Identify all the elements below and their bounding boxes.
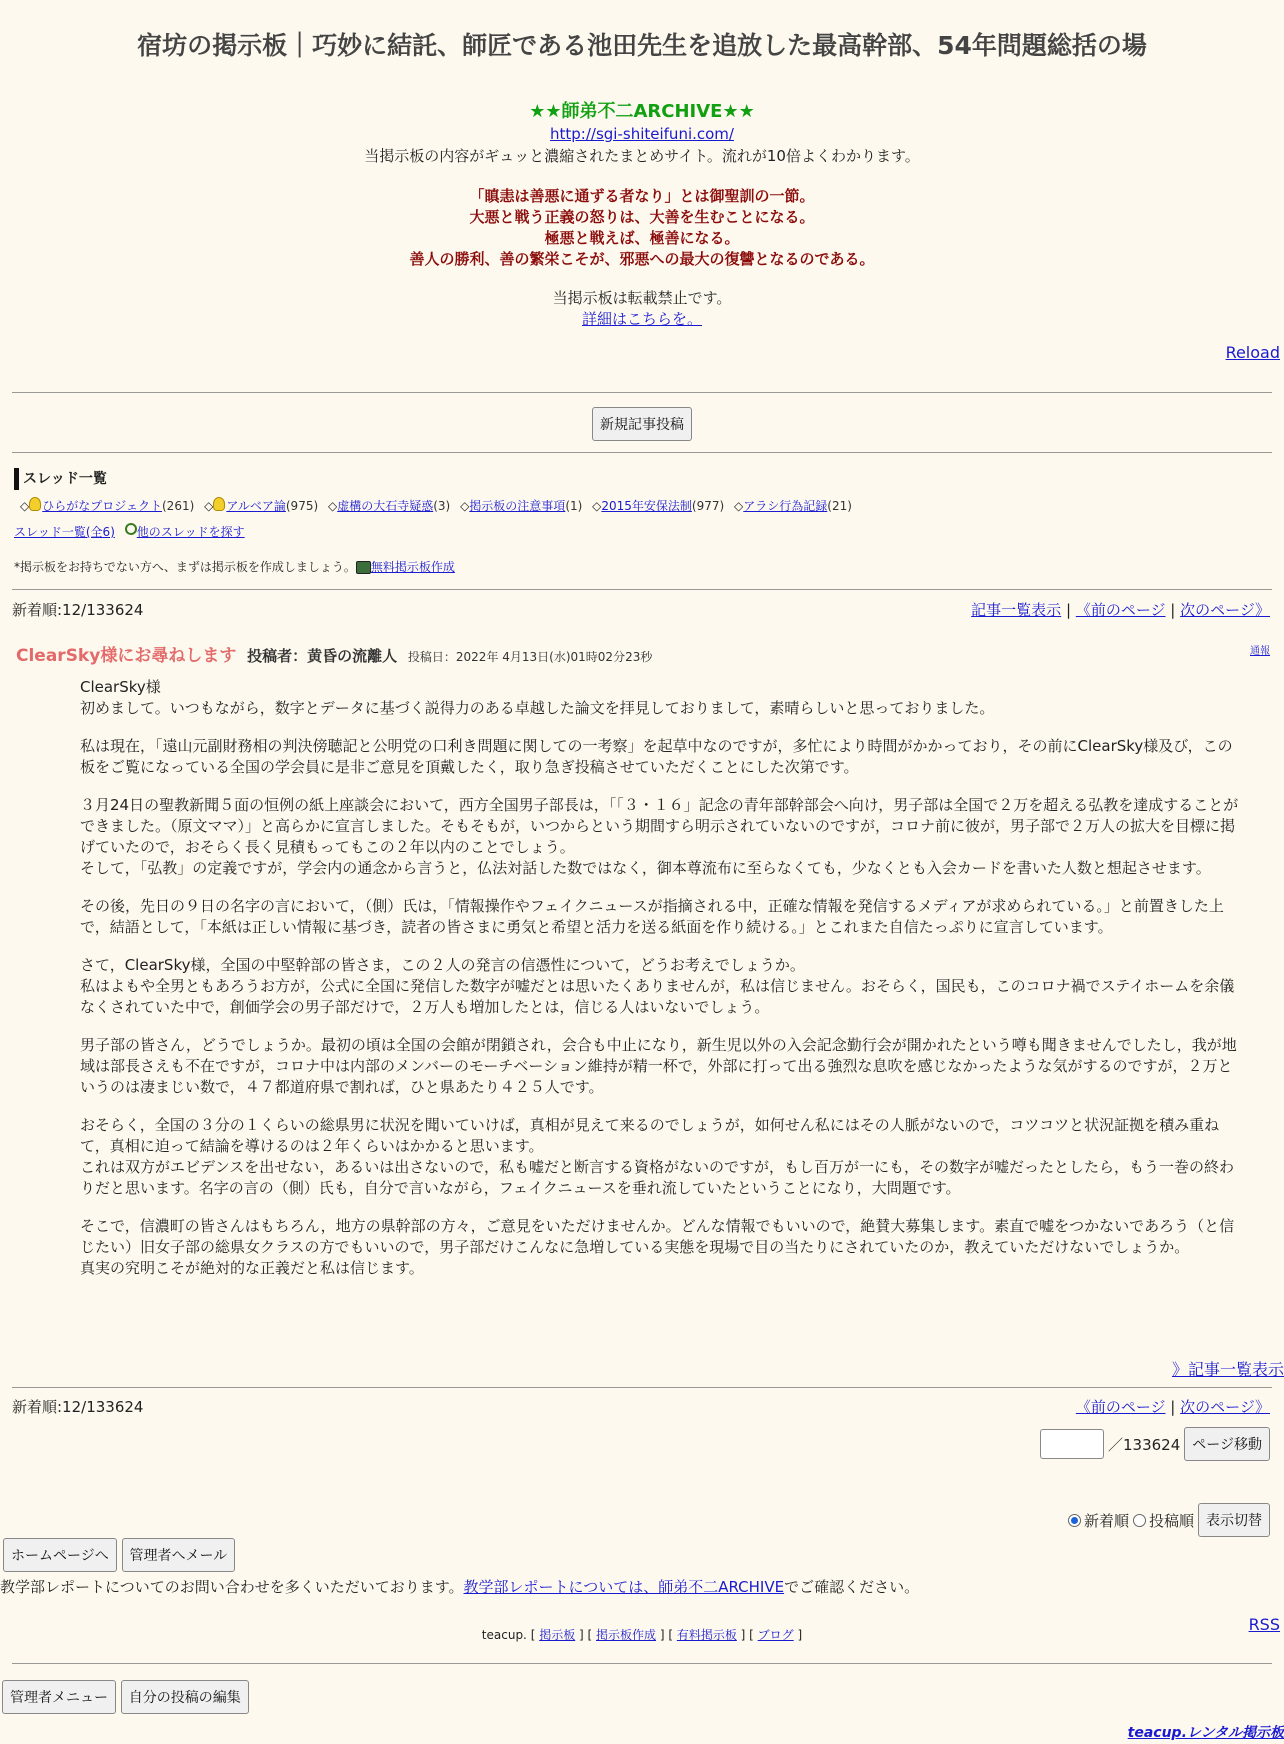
prev-page-link[interactable]: 《前のページ (1075, 1398, 1166, 1416)
post-line: 初めまして。いつもながら，数字とデータに基づく説得力のある卓越した論文を拝見しておりまして，素晴らしいと思っておりました。 (80, 699, 995, 717)
post-date: 投稿日：2022年 4月13日(水)01時02分23秒 (407, 650, 653, 664)
archive-title: ★★師弟不二ARCHIVE★★ (529, 101, 755, 122)
page-total: ／133624 (1108, 1435, 1181, 1454)
board-note-text: *掲示板をお持ちでない方へ、まずは掲示板を作成しましょう。 (14, 560, 356, 574)
post-line: そして，「弘教」の定義ですが，学会内の通念から言うと，仏法対話した数ではなく，御本尊流布に至らなくても，少なくとも入会カードを書いた人数と想起させます。 (80, 859, 1211, 877)
homepage-button[interactable]: ホームページへ (3, 1538, 117, 1572)
bulb-icon (29, 497, 41, 511)
post-paragraph (80, 1216, 1240, 1279)
report-link[interactable]: 通報 (1250, 646, 1270, 657)
pager-status: 新着順:12/133624 (12, 1398, 144, 1416)
teacup-board-link[interactable]: 掲示板 (539, 1628, 576, 1642)
thread-count: (261) (162, 499, 195, 513)
details-link[interactable]: 詳細はこちらを。 (581, 310, 702, 328)
post-line: その後，先日の９日の名字の言において，（側）氏は，「情報操作やフェイクニュースが指摘される中，正確な情報を発信するメディアが求められている。」と前置きした上で，結語として，「本紙は正しい情報に基づき，読者の皆さまに勇気と希望と活力を送る紙面を作り続ける。」とこれまた自信たっぷりに宣言しています。 (80, 897, 1224, 936)
thread-prefix: ◇ (20, 499, 30, 513)
thread-links (14, 523, 245, 540)
admin-menu-button[interactable]: 管理者メニュー (2, 1680, 116, 1714)
post-paragraph (80, 1035, 1240, 1098)
post-paragraph (80, 736, 1240, 778)
edit-post-button[interactable]: 自分の投稿の編集 (121, 1680, 249, 1714)
admin-buttons (2, 1680, 249, 1714)
inquiry-link[interactable]: 教学部レポートについては、師弟不二ARCHIVE (463, 1578, 785, 1596)
tv-icon (356, 561, 371, 574)
teacup-rental-link[interactable]: teacup.レンタル掲示板 (1127, 1725, 1284, 1741)
quote-line: 極悪と戦えば、極善になる。 (544, 229, 740, 247)
post-line: おそらく，全国の３分の１くらいの総県男に状況を聞いていけば，真相が見えて来るのでしょうが，如何せん私にはその人脈がないので，コツコツと状況証拠を積み重ねて，真相に迫って結論を導けるのは２年くらいはかかると思います。 (80, 1116, 1220, 1155)
sort-options (1068, 1503, 1270, 1537)
inquiry-suffix: でご確認ください。 (784, 1578, 920, 1596)
pager-status: 新着順:12/133624 (12, 601, 144, 619)
thread-list-heading: スレッド一覧 (14, 468, 107, 490)
bulb-icon (213, 497, 225, 511)
thread-item (460, 499, 582, 513)
post-line: そこで，信濃町の皆さんはもちろん，地方の県幹部の方々，ご意見をいただけませんか。どんな情報でもいいので，絶賛大募集します。素直で嘘をつかないであろう（と信じたい）旧女子部の総県女クラスの方でもいいので，男子部だけこんなに急増している実態を現場で目の当たりにされていたのか，教えていただけないでしょうか。 (80, 1217, 1235, 1256)
newest-label: 新着順 (1083, 1511, 1129, 1530)
next-page-link[interactable]: 次のページ》 (1180, 601, 1270, 619)
pager-separator: | (1065, 601, 1072, 619)
pager-separator: | (1170, 601, 1176, 619)
teacup-paid-link[interactable]: 有料掲示板 (676, 1628, 737, 1642)
post-line: 私は現在，「遠山元副財務相の判決傍聴記と公明党の口利き問題に関しての一考察」を起草中なのですが，多忙により時間がかかっており，その前にClearSky様及び，この板をご覧になっている全国の学会員に是非ご意見を頂戴したく，取り急ぎ投稿させていただくことにした次第です。 (80, 737, 1233, 776)
all-threads-link[interactable]: スレッド一覧(全6) (14, 525, 115, 539)
teacup-blog-link[interactable]: ブログ (757, 1628, 794, 1642)
quote-block (0, 186, 1284, 270)
divider (12, 1663, 1272, 1664)
post-title: ClearSky様にお尋ねします (16, 646, 237, 666)
thread-item (204, 499, 318, 513)
archive-description: 当掲示板の内容がギュッと濃縮されたまとめサイト。流れが10倍よくわかります。 (364, 147, 920, 165)
article-list-bottom-link[interactable]: 》記事一覧表示 (1171, 1360, 1284, 1379)
inquiry-text (0, 1576, 919, 1597)
archive-url-link[interactable]: http://sgi-shiteifuni.com/ (550, 125, 734, 143)
article-list-link[interactable]: 記事一覧表示 (971, 601, 1062, 619)
posted-label: 投稿順 (1148, 1511, 1194, 1530)
board-note (14, 558, 455, 575)
post-line: 真実の究明こそが絶対的な正義だと私は信じます。 (80, 1259, 424, 1277)
magnifier-icon (125, 523, 137, 535)
posted-radio[interactable] (1133, 1514, 1146, 1527)
reload-link[interactable]: Reload (1225, 343, 1280, 362)
post-paragraph (80, 1115, 1240, 1199)
thread-count: (3) (433, 499, 451, 513)
thread-item (20, 499, 194, 513)
post-line: ClearSky様 (80, 678, 161, 696)
reprint-notice (0, 288, 1284, 330)
divider (12, 392, 1272, 393)
post-line: さて，ClearSky様，全国の中堅幹部の皆さま，この２人の発言の信憑性について，どうお考えでしょうか。 (80, 956, 805, 974)
thread-link[interactable]: 掲示板の注意事項 (469, 499, 566, 513)
next-page-link[interactable]: 次のページ》 (1180, 1398, 1270, 1416)
thread-link[interactable]: アルベア論 (226, 499, 286, 513)
quote-line: 善人の勝利、善の繁栄こそが、邪悪への最大の復讐となるのである。 (409, 250, 875, 268)
quote-line: 大悪と戦う正義の怒りは、大善を生むことになる。 (469, 208, 815, 226)
footer-buttons (3, 1538, 235, 1572)
pager-top (12, 599, 1270, 620)
thread-item (734, 499, 852, 513)
divider (12, 1387, 1272, 1388)
page-jump (1040, 1427, 1270, 1461)
thread-item (328, 499, 450, 513)
teacup-links: teacup. [ 掲示板 ] [ 掲示板作成 ] [ 有料掲示板 ] [ ブログ ] (481, 1628, 803, 1642)
thread-prefix: ◇ (592, 499, 602, 513)
page-title: 宿坊の掲示板｜巧妙に結託、師匠である池田先生を追放した最高幹部、54年問題総括の場 (137, 31, 1147, 60)
toggle-display-button[interactable]: 表示切替 (1198, 1503, 1270, 1537)
thread-link[interactable]: アラシ行為記録 (743, 499, 828, 513)
post-paragraph (80, 795, 1240, 879)
post-line: 私はよもや全男ともあろうお方が，公式に全国に発信した数字が嘘だとは思いたくありませんが，私は信じません。おそらく，国民も，このコロナ禍でステイホームを余儀なくされていた中で，創価学会の男子部だけで，２万人も増加したとは，信じる人はいないでしょう。 (80, 977, 1235, 1016)
thread-link[interactable]: 虚構の大石寺疑惑 (337, 499, 434, 513)
post-line: これは双方がエビデンスを出せない，あるいは出さないので，私も嘘だと断言する資格がないのですが，もし百万が一にも，その数字が嘘だったとしたら，もう一巻の終わりだと思います。名字の言の（側）氏も，自分で言いながら，フェイクニュースを垂れ流していたということになり，大問題です。 (80, 1158, 1234, 1197)
newest-radio[interactable] (1068, 1514, 1081, 1527)
post-paragraph (80, 677, 1240, 719)
thread-item (592, 499, 724, 513)
thread-link[interactable]: 2015年安保法制 (601, 499, 692, 513)
post-paragraph (80, 896, 1240, 938)
page-number-input[interactable] (1040, 1429, 1104, 1459)
pager-bottom (12, 1396, 1270, 1417)
thread-list (20, 497, 852, 514)
post-body (80, 677, 1240, 1296)
thread-count: (21) (827, 499, 852, 513)
divider (12, 452, 1272, 453)
post-line: ３月24日の聖教新聞５面の恒例の紙上座談会において，西方全国男子部長は，「「３・１６」記念の青年部幹部会へ向け，男子部は全国で２万を超える弘教を達成することができました。（原文ママ）」と高らかに宣言しました。そもそもが，いつからという期間すら明示されていないのですが，コロナ前に彼が，男子部で２万人の拡大を目標に掲げていたので，おそらく長く見積もってもこの２年以内のことでしょう。 (80, 796, 1239, 856)
thread-count: (975) (285, 499, 319, 513)
thread-count: (977) (691, 499, 725, 513)
quote-line: 「瞋恚は善悪に通ずる者なり」とは御聖訓の一節。 (469, 187, 815, 205)
thread-prefix: ◇ (734, 499, 744, 513)
thread-link[interactable]: ひらがなプロジェクト (42, 499, 162, 513)
prev-page-link[interactable]: 《前のページ (1075, 601, 1166, 619)
divider (12, 589, 1272, 590)
thread-prefix: ◇ (204, 499, 214, 513)
page-jump-button[interactable]: ページ移動 (1184, 1427, 1270, 1461)
teacup-label: teacup. (481, 1628, 527, 1642)
new-post-button[interactable]: 新規記事投稿 (592, 407, 692, 441)
free-board-link[interactable]: 無料掲示板作成 (370, 560, 455, 574)
thread-prefix: ◇ (460, 499, 470, 513)
rss-link[interactable]: RSS (1248, 1615, 1280, 1634)
thread-count: (1) (565, 499, 583, 513)
search-threads-link[interactable]: 他のスレッドを探す (136, 525, 245, 539)
inquiry-prefix: 教学部レポートについてのお問い合わせを多くいただいております。 (0, 1578, 464, 1596)
mail-admin-button[interactable]: 管理者へメール (122, 1538, 236, 1572)
post-header (16, 641, 1270, 666)
pager-separator: | (1170, 1398, 1176, 1416)
teacup-create-link[interactable]: 掲示板作成 (596, 1628, 657, 1642)
thread-prefix: ◇ (327, 499, 338, 513)
post-author: 投稿者：黄昏の流離人 (247, 647, 398, 665)
reprint-notice-text: 当掲示板は転載禁止です。 (552, 289, 732, 307)
post-line: 男子部の皆さん，どうでしょうか。最初の頃は全国の会館が閉鎖され，会合も中止になり，新生児以外の入会記念勤行会が開かれたという噂も聞きませんでしたし，我が地域は部長さえも不在ですが，コロナ中は内部のメンバーのモーチベーション維持が精一杯で，外部に打って出る強烈な息吹を感じなかったような気がするのですが，２万というのは凄まじい数で，４７都道府県で割れば，ひと県あたり４２５人です。 (80, 1036, 1237, 1096)
post-paragraph (80, 955, 1240, 1018)
